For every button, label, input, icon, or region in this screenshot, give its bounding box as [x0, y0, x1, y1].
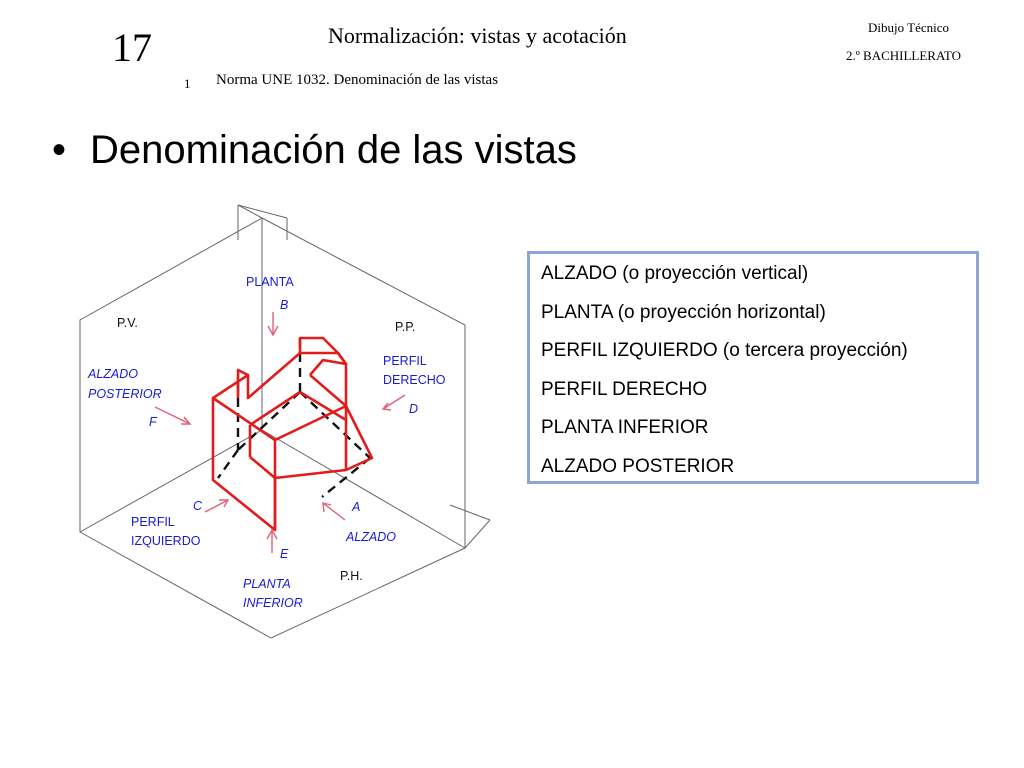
view-arrows	[155, 312, 405, 553]
views-list-item: ALZADO POSTERIOR	[541, 455, 735, 477]
section-title: Norma UNE 1032. Denominación de las vistas	[216, 72, 499, 88]
views-list	[530, 254, 976, 491]
views-list-item: PLANTA (o proyección horizontal)	[541, 301, 826, 323]
section-number: 1	[184, 76, 191, 91]
label-perfil-derecho-2: DERECHO	[383, 373, 446, 387]
label-planta-inferior-1: PLANTA	[243, 577, 291, 591]
bullet-dot: •	[52, 128, 67, 172]
label-alzado-posterior-1: ALZADO	[88, 367, 139, 381]
views-list-item: ALZADO (o proyección vertical)	[541, 263, 809, 284]
subject-label: Dibujo Técnico	[868, 20, 949, 35]
label-ph: P.H.	[340, 569, 363, 583]
label-perfil-derecho-1: PERFIL	[383, 354, 427, 368]
label-perfil-izquierdo-2: IZQUIERDO	[131, 534, 201, 548]
label-pp: P.P.	[395, 320, 416, 334]
arrow-alzado-posterior	[155, 407, 190, 424]
arrow-perfil-derecho	[383, 395, 405, 409]
label-alzado: ALZADO	[346, 530, 397, 544]
letter-b: B	[280, 298, 289, 312]
letter-f: F	[149, 415, 157, 429]
bullet-text: Denominación de las vistas	[90, 128, 577, 172]
header-title: Normalización: vistas y acotación	[328, 23, 627, 48]
projection-planes	[80, 205, 490, 638]
label-planta-inferior-2: INFERIOR	[243, 596, 303, 610]
letter-c: C	[193, 499, 203, 513]
arrow-alzado	[323, 503, 345, 520]
label-alzado-posterior-2: POSTERIOR	[88, 387, 162, 401]
views-list-box	[527, 251, 979, 484]
label-perfil-izquierdo-1: PERFIL	[131, 515, 175, 529]
views-list-item: PERFIL DERECHO	[541, 378, 708, 400]
course-label: 2.º BACHILLERATO	[846, 48, 962, 63]
views-list-item: PERFIL IZQUIERDO (o tercera proyección)	[541, 340, 908, 361]
label-pv: P.V.	[117, 316, 138, 330]
views-list-item: PLANTA INFERIOR	[541, 417, 709, 438]
letter-d: D	[409, 402, 419, 416]
label-planta: PLANTA	[246, 275, 294, 289]
letter-a: A	[352, 500, 361, 514]
letter-e: E	[280, 547, 289, 561]
slide-number: 17	[112, 25, 152, 70]
